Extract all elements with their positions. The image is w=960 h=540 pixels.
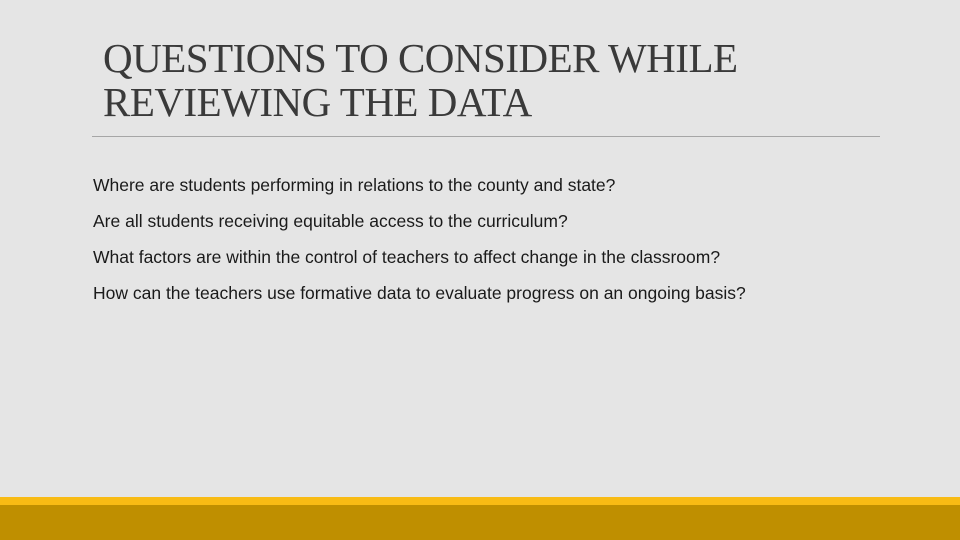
question-item: Are all students receiving equitable access to the curriculum? [93,211,568,231]
slide-title [103,36,883,124]
question-item: What factors are within the control of teachers to affect change in the classroom? [93,247,721,267]
title-divider [92,136,880,137]
slide-title-line-1: QUESTIONS TO CONSIDER WHILE [103,35,738,81]
question-item: Where are students performing in relations to the county and state? [93,175,616,195]
footer-accent-band-light [0,497,960,505]
footer-accent-band-dark [0,505,960,540]
slide-title-line-2: REVIEWING THE DATA [103,79,532,125]
question-list [93,173,746,317]
question-item: How can the teachers use formative data to evaluate progress on an ongoing basis? [93,283,746,303]
